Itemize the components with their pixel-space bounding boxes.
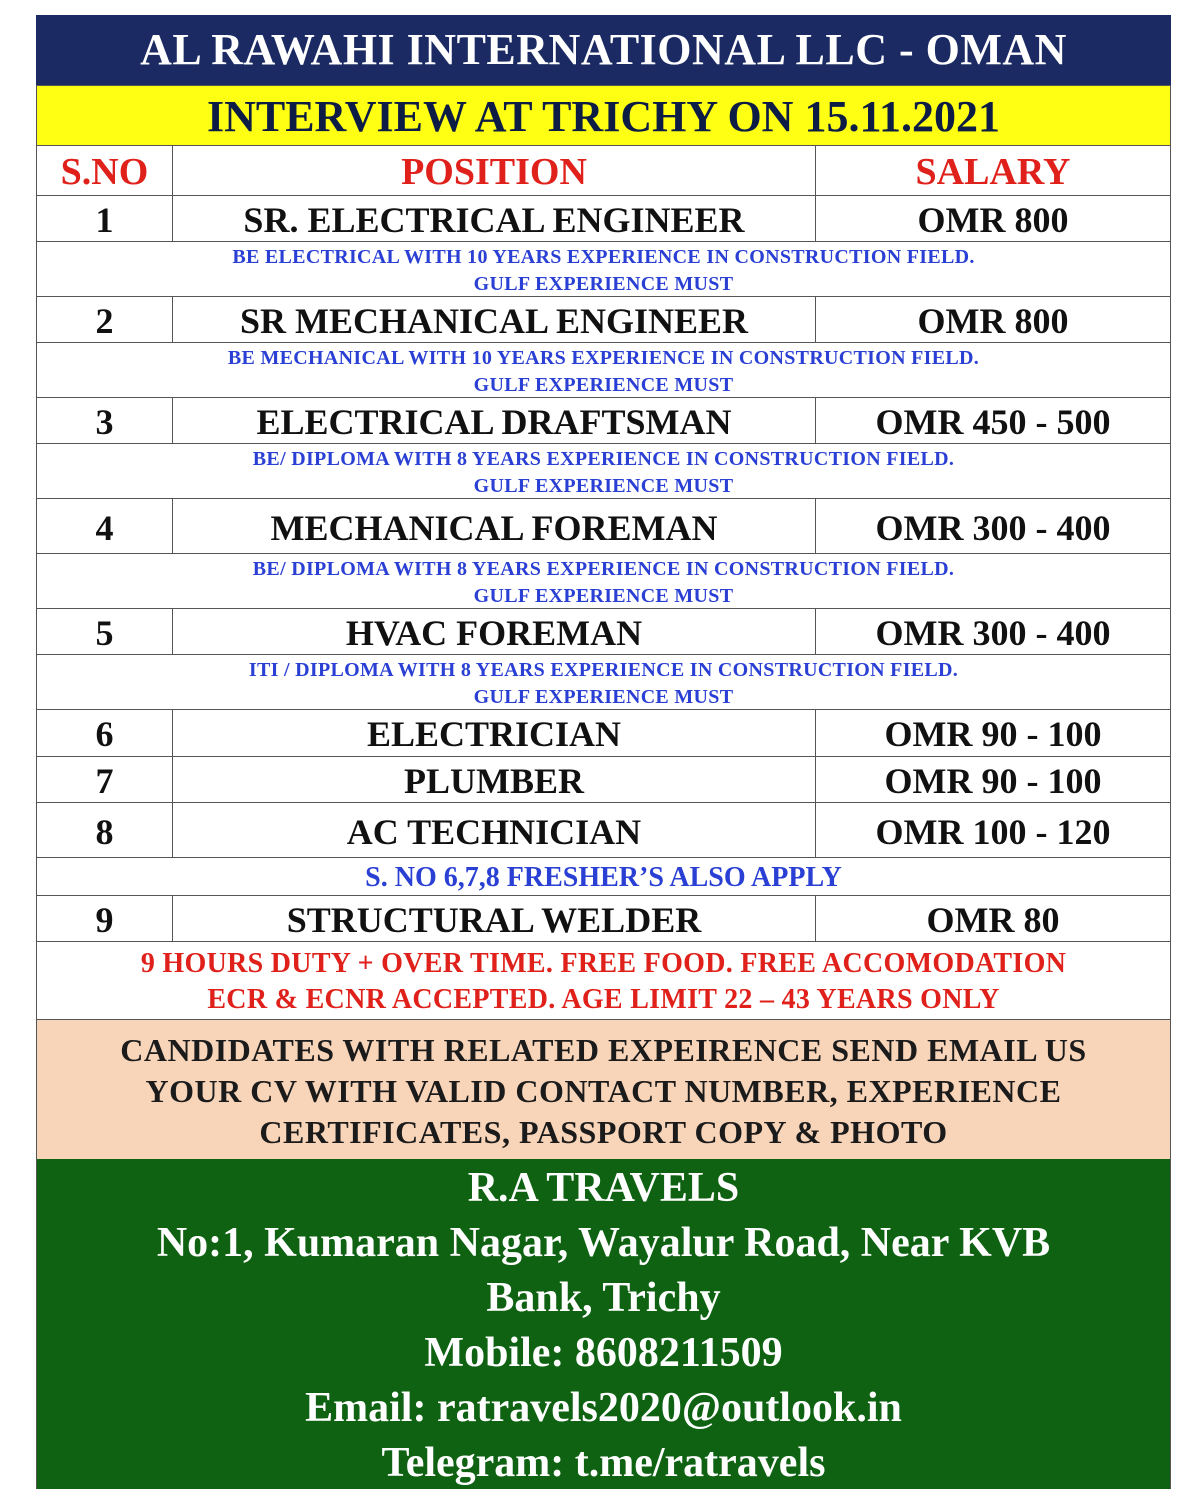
apply-line: YOUR CV WITH VALID CONTACT NUMBER, EXPERIENCE [145,1073,1062,1109]
job-advert-sheet [36,15,1171,1489]
agency-name: R.A TRAVELS [467,1165,740,1211]
job-requirement: GULF EXPERIENCE MUST [473,686,734,708]
employment-terms [36,942,1171,1020]
terms-line: ECR & ECNR ACCEPTED. AGE LIMIT 22 – 43 YEARS ONLY [207,984,1000,1015]
apply-instructions [36,1020,1171,1159]
table-row [36,609,1171,655]
table-row [36,803,1171,858]
position-header: POSITION [173,146,816,195]
job-sno: 6 [37,710,173,756]
job-salary: OMR 300 - 400 [875,508,1111,548]
terms-line: 9 HOURS DUTY + OVER TIME. FREE FOOD. FREE ACCOMODATION [140,948,1067,979]
email-address: Email: ratravels2020@outlook.in [305,1385,902,1431]
job-salary: OMR 300 - 400 [875,613,1111,653]
table-row [36,896,1171,942]
table-header [36,146,1171,196]
job-position: PLUMBER [173,757,816,802]
sno-header: S.NO [37,146,173,195]
job-description [36,655,1171,710]
job-salary: OMR 90 - 100 [884,761,1102,801]
salary-header: SALARY [915,151,1071,193]
table-row [36,297,1171,343]
apply-line: CANDIDATES WITH RELATED EXPEIRENCE SEND EMAIL US [120,1032,1087,1068]
job-description [36,343,1171,398]
job-sno: 5 [37,609,173,654]
job-description [36,554,1171,609]
job-position: ELECTRICIAN [173,710,816,756]
job-requirement: GULF EXPERIENCE MUST [473,374,734,396]
job-salary: OMR 80 [926,900,1060,940]
job-salary: OMR 450 - 500 [875,402,1111,442]
job-position: STRUCTURAL WELDER [173,896,816,941]
job-sno: 3 [37,398,173,443]
job-description [36,444,1171,499]
job-salary: OMR 100 - 120 [875,812,1111,852]
job-requirement: ITI / DIPLOMA WITH 8 YEARS EXPERIENCE IN CONSTRUCTION FIELD. [248,659,959,681]
job-salary: OMR 800 [917,200,1069,240]
job-description [36,242,1171,297]
job-position: MECHANICAL FOREMAN [173,499,816,553]
apply-line: CERTIFICATES, PASSPORT COPY & PHOTO [259,1114,948,1150]
job-sno: 2 [37,297,173,342]
table-row [36,398,1171,444]
mobile-number: Mobile: 8608211509 [424,1330,783,1376]
table-row [36,710,1171,757]
job-requirement: BE MECHANICAL WITH 10 YEARS EXPERIENCE IN CONSTRUCTION FIELD. [227,347,980,369]
fresher-note: S. NO 6,7,8 FRESHER’S ALSO APPLY [36,858,1171,896]
contact-block [36,1159,1171,1489]
table-row [36,499,1171,554]
job-salary: OMR 800 [917,301,1069,341]
table-row [36,196,1171,242]
job-requirement: BE/ DIPLOMA WITH 8 YEARS EXPERIENCE IN CONSTRUCTION FIELD. [252,558,955,580]
job-requirement: GULF EXPERIENCE MUST [473,585,734,607]
telegram-link: Telegram: t.me/ratravels [381,1440,826,1486]
job-sno: 4 [37,499,173,553]
job-requirement: GULF EXPERIENCE MUST [473,475,734,497]
job-position: ELECTRICAL DRAFTSMAN [173,398,816,443]
job-sno: 1 [37,196,173,241]
job-sno: 8 [37,803,173,857]
job-position: SR MECHANICAL ENGINEER [173,297,816,342]
interview-banner: INTERVIEW AT TRICHY ON 15.11.2021 [36,85,1171,146]
job-requirement: GULF EXPERIENCE MUST [473,273,734,295]
job-sno: 9 [37,896,173,941]
address-line: Bank, Trichy [486,1275,721,1321]
company-banner: AL RAWAHI INTERNATIONAL LLC - OMAN [36,15,1171,85]
job-salary: OMR 90 - 100 [884,714,1102,754]
job-position: HVAC FOREMAN [173,609,816,654]
table-row [36,757,1171,803]
job-position: SR. ELECTRICAL ENGINEER [173,196,816,241]
job-sno: 7 [37,757,173,802]
job-position: AC TECHNICIAN [173,803,816,857]
address-line: No:1, Kumaran Nagar, Wayalur Road, Near KVB [156,1220,1051,1266]
job-requirement: BE/ DIPLOMA WITH 8 YEARS EXPERIENCE IN CONSTRUCTION FIELD. [252,448,955,470]
job-requirement: BE ELECTRICAL WITH 10 YEARS EXPERIENCE IN CONSTRUCTION FIELD. [232,246,975,268]
